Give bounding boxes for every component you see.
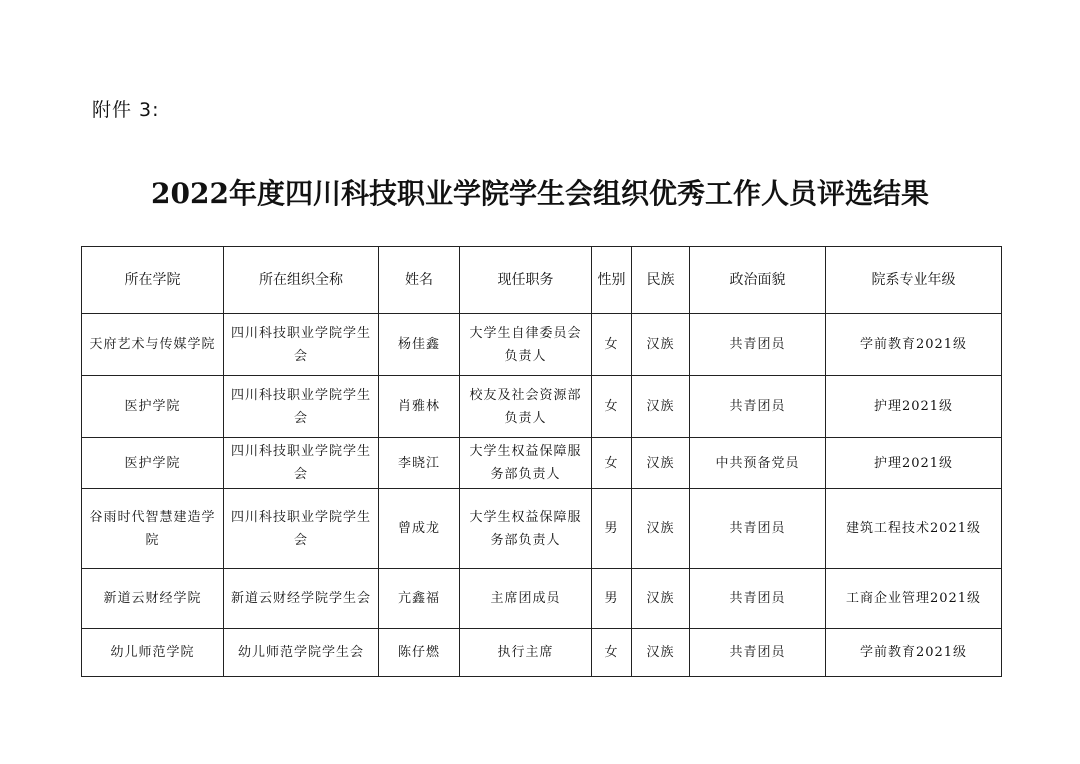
cell-organization: 四川科技职业学院学生会 bbox=[224, 376, 379, 438]
cell-major-grade: 工商企业管理2021级 bbox=[826, 569, 1002, 629]
table-row bbox=[82, 489, 1002, 569]
cell-gender: 女 bbox=[592, 376, 632, 438]
table-header-row bbox=[82, 247, 1002, 314]
cell-major-grade: 学前教育2021级 bbox=[826, 314, 1002, 376]
cell-name: 杨佳鑫 bbox=[379, 314, 460, 376]
cell-major-grade: 护理2021级 bbox=[826, 376, 1002, 438]
header-political-status: 政治面貌 bbox=[690, 247, 826, 314]
cell-political-status: 共青团员 bbox=[690, 629, 826, 677]
cell-college: 谷雨时代智慧建造学院 bbox=[82, 489, 224, 569]
cell-college: 新道云财经学院 bbox=[82, 569, 224, 629]
header-gender: 性别 bbox=[592, 247, 632, 314]
cell-college: 幼儿师范学院 bbox=[82, 629, 224, 677]
header-major-grade: 院系专业年级 bbox=[826, 247, 1002, 314]
header-college: 所在学院 bbox=[82, 247, 224, 314]
cell-ethnicity: 汉族 bbox=[632, 489, 690, 569]
cell-position: 大学生权益保障服务部负责人 bbox=[460, 438, 592, 489]
cell-name: 李晓江 bbox=[379, 438, 460, 489]
cell-organization: 新道云财经学院学生会 bbox=[224, 569, 379, 629]
header-position: 现任职务 bbox=[460, 247, 592, 314]
cell-political-status: 共青团员 bbox=[690, 314, 826, 376]
cell-gender: 女 bbox=[592, 438, 632, 489]
attachment-label: 附件 3: bbox=[92, 99, 160, 121]
cell-organization: 幼儿师范学院学生会 bbox=[224, 629, 379, 677]
table-row bbox=[82, 314, 1002, 376]
cell-position: 执行主席 bbox=[460, 629, 592, 677]
cell-ethnicity: 汉族 bbox=[632, 629, 690, 677]
cell-organization: 四川科技职业学院学生会 bbox=[224, 489, 379, 569]
cell-political-status: 中共预备党员 bbox=[690, 438, 826, 489]
cell-gender: 女 bbox=[592, 629, 632, 677]
cell-college: 天府艺术与传媒学院 bbox=[82, 314, 224, 376]
cell-position: 大学生权益保障服务部负责人 bbox=[460, 489, 592, 569]
cell-name: 曾成龙 bbox=[379, 489, 460, 569]
cell-political-status: 共青团员 bbox=[690, 489, 826, 569]
cell-ethnicity: 汉族 bbox=[632, 569, 690, 629]
cell-position: 校友及社会资源部负责人 bbox=[460, 376, 592, 438]
table-row bbox=[82, 376, 1002, 438]
cell-political-status: 共青团员 bbox=[690, 569, 826, 629]
table-row bbox=[82, 438, 1002, 489]
cell-major-grade: 学前教育2021级 bbox=[826, 629, 1002, 677]
cell-gender: 男 bbox=[592, 569, 632, 629]
table-row bbox=[82, 629, 1002, 677]
cell-ethnicity: 汉族 bbox=[632, 438, 690, 489]
cell-name: 肖雅林 bbox=[379, 376, 460, 438]
cell-major-grade: 建筑工程技术2021级 bbox=[826, 489, 1002, 569]
cell-name: 陈仔燃 bbox=[379, 629, 460, 677]
cell-ethnicity: 汉族 bbox=[632, 376, 690, 438]
results-table bbox=[81, 246, 1002, 677]
table-row bbox=[82, 569, 1002, 629]
cell-political-status: 共青团员 bbox=[690, 376, 826, 438]
cell-major-grade: 护理2021级 bbox=[826, 438, 1002, 489]
cell-college: 医护学院 bbox=[82, 376, 224, 438]
cell-college: 医护学院 bbox=[82, 438, 224, 489]
document-title: 2022年度四川科技职业学院学生会组织优秀工作人员评选结果 bbox=[151, 177, 929, 210]
cell-ethnicity: 汉族 bbox=[632, 314, 690, 376]
cell-organization: 四川科技职业学院学生会 bbox=[224, 438, 379, 489]
cell-position: 大学生自律委员会负责人 bbox=[460, 314, 592, 376]
cell-organization: 四川科技职业学院学生会 bbox=[224, 314, 379, 376]
header-ethnicity: 民族 bbox=[632, 247, 690, 314]
cell-position: 主席团成员 bbox=[460, 569, 592, 629]
header-name: 姓名 bbox=[379, 247, 460, 314]
cell-gender: 女 bbox=[592, 314, 632, 376]
header-organization: 所在组织全称 bbox=[224, 247, 379, 314]
cell-gender: 男 bbox=[592, 489, 632, 569]
cell-name: 亢鑫福 bbox=[379, 569, 460, 629]
